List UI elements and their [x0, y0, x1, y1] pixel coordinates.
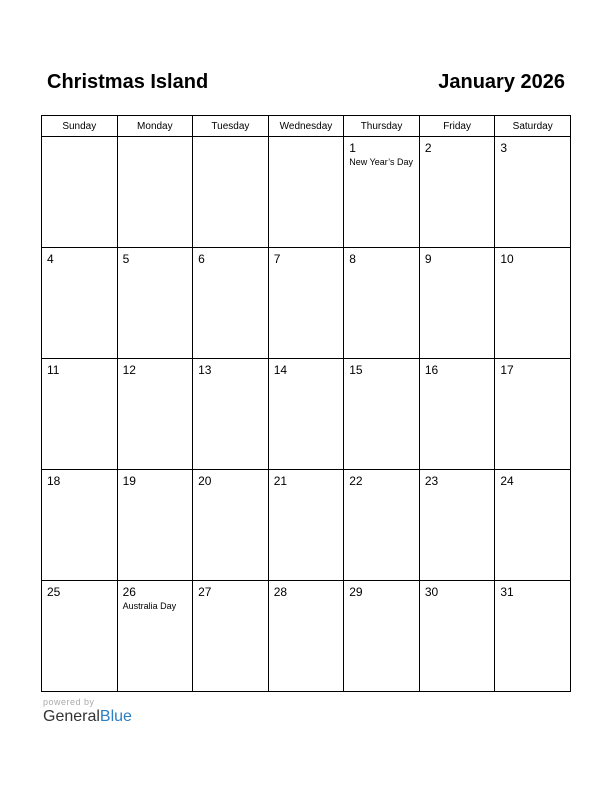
- day-number: 4: [47, 252, 54, 266]
- day-cell: [42, 137, 118, 248]
- week-row: [42, 581, 571, 692]
- brand-name: [43, 708, 132, 726]
- day-cell: [495, 137, 571, 248]
- day-cell: [419, 470, 495, 581]
- day-number: 22: [349, 474, 363, 488]
- day-number: 9: [424, 252, 432, 266]
- day-number: 31: [500, 585, 514, 599]
- day-number: 10: [500, 252, 514, 266]
- day-cell: [495, 248, 571, 359]
- day-cell: [42, 581, 118, 692]
- day-number: 23: [424, 474, 439, 488]
- weekday-header-row: [42, 116, 571, 137]
- powered-by-label: powered by: [43, 697, 95, 707]
- day-number: 24: [500, 474, 514, 488]
- day-number: 6: [198, 252, 205, 266]
- day-cell: [193, 581, 269, 692]
- day-number: 16: [424, 363, 439, 377]
- day-number: 11: [47, 363, 60, 377]
- day-cell: [193, 137, 269, 248]
- day-number: 27: [198, 585, 212, 599]
- day-number: 12: [122, 363, 136, 377]
- day-number: 13: [198, 363, 212, 377]
- day-cell: [42, 248, 118, 359]
- day-cell: [419, 248, 495, 359]
- day-number: 26: [122, 585, 136, 599]
- day-cell: [495, 581, 571, 692]
- day-number: 1: [349, 141, 356, 155]
- day-number: 5: [122, 252, 130, 266]
- day-cell: [117, 137, 193, 248]
- day-number: 20: [198, 474, 212, 488]
- week-row: [42, 137, 571, 248]
- day-number: 17: [500, 363, 514, 377]
- day-cell: [42, 359, 118, 470]
- day-number: 19: [122, 474, 136, 488]
- day-cell: [344, 359, 420, 470]
- day-cell: [495, 470, 571, 581]
- day-cell: [344, 470, 420, 581]
- day-cell: [268, 359, 344, 470]
- day-number: 2: [424, 141, 432, 155]
- day-number: 29: [349, 585, 363, 599]
- weekday-header: Tuesday: [193, 116, 269, 137]
- day-cell: [268, 248, 344, 359]
- calendar-body: [42, 137, 571, 692]
- day-cell: [344, 137, 420, 248]
- footer-logo: [43, 697, 132, 726]
- day-number: 7: [273, 252, 281, 266]
- day-cell: [117, 581, 193, 692]
- day-cell: [193, 470, 269, 581]
- day-cell: [42, 470, 118, 581]
- holiday-label: New Year’s Day: [349, 157, 413, 167]
- weekday-header: Thursday: [344, 116, 420, 137]
- day-number: 14: [273, 363, 288, 377]
- day-cell: [268, 581, 344, 692]
- day-cell: [268, 470, 344, 581]
- day-cell: [193, 248, 269, 359]
- day-cell: [344, 581, 420, 692]
- day-number: 15: [349, 363, 363, 377]
- weekday-header: Wednesday: [268, 116, 344, 137]
- weekday-header: Saturday: [495, 116, 571, 137]
- day-number: 28: [273, 585, 288, 599]
- day-cell: [193, 359, 269, 470]
- brand-blue: Blue: [99, 708, 132, 725]
- day-number: 18: [47, 474, 61, 488]
- month-title: January 2026: [438, 71, 565, 93]
- holiday-label: Australia Day: [122, 601, 177, 611]
- day-cell: [419, 137, 495, 248]
- weekday-header: Sunday: [42, 116, 118, 137]
- week-row: [42, 248, 571, 359]
- day-number: 8: [349, 252, 356, 266]
- day-number: 30: [424, 585, 439, 599]
- day-cell: [344, 248, 420, 359]
- day-cell: [117, 359, 193, 470]
- day-cell: [419, 359, 495, 470]
- day-number: 21: [273, 474, 288, 488]
- day-cell: [495, 359, 571, 470]
- day-cell: [268, 137, 344, 248]
- weekday-header: Friday: [419, 116, 495, 137]
- region-title: Christmas Island: [47, 71, 209, 93]
- day-cell: [419, 581, 495, 692]
- day-number: 25: [47, 585, 61, 599]
- calendar-grid: [41, 115, 571, 692]
- day-cell: [117, 248, 193, 359]
- weekday-header: Monday: [117, 116, 193, 137]
- day-cell: [117, 470, 193, 581]
- week-row: [42, 359, 571, 470]
- brand-general: General: [43, 708, 100, 725]
- day-number: 3: [500, 141, 508, 155]
- week-row: [42, 470, 571, 581]
